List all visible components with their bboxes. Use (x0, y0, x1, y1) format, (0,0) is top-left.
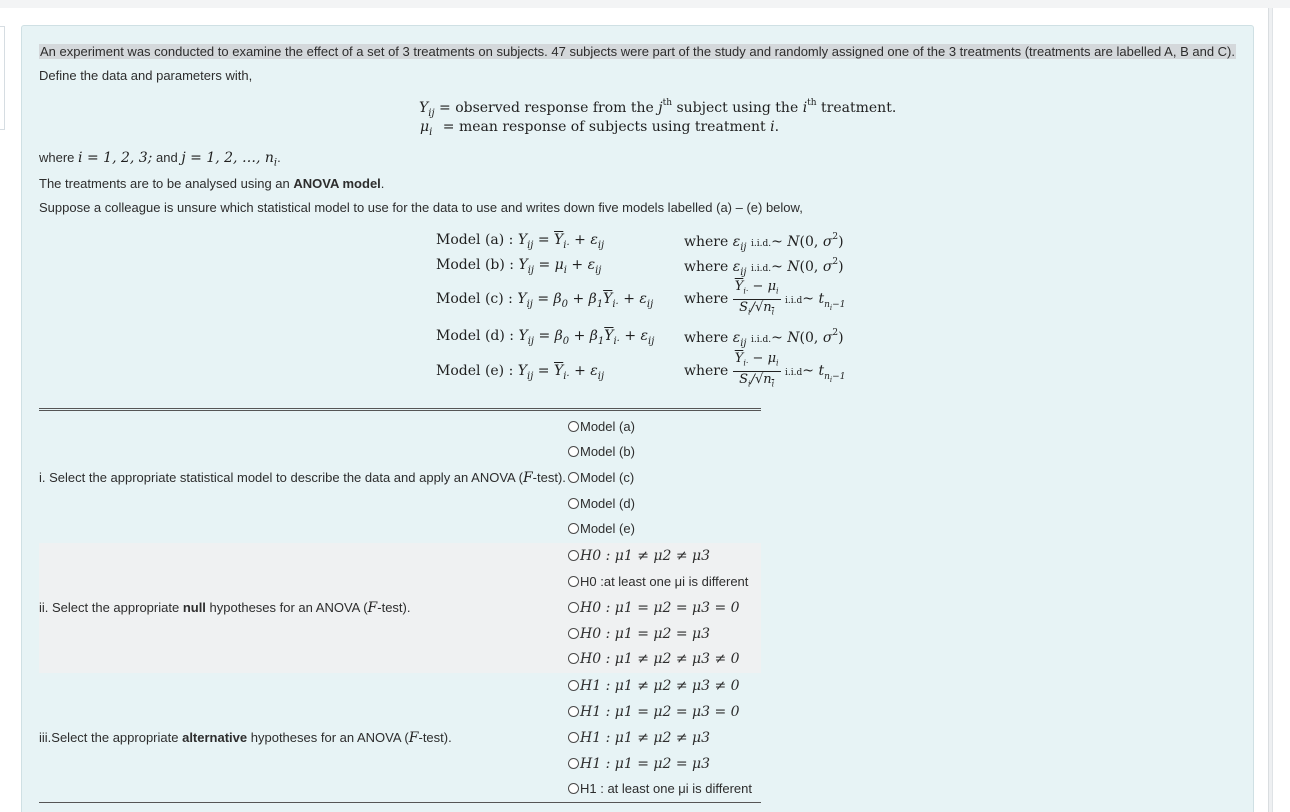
right-scroll-rail[interactable] (1268, 8, 1290, 812)
q3-option-4[interactable]: H1 : μ1 = μ2 = μ3 (568, 756, 710, 772)
treatment-instruction: The treatments are to be analysed using an ANOVA model. (39, 176, 385, 191)
q1-option-e[interactable]: Model (e) (568, 521, 635, 536)
radio-button[interactable] (568, 550, 579, 561)
model-b-equation: Model (b) : $Y_{ij} = \mu_i + \varepsilon_{ij}$ (436, 257, 602, 276)
q3-option-2[interactable]: H1 : μ1 = μ2 = μ3 = 0 (568, 704, 740, 720)
right-scroll-track[interactable] (1272, 8, 1290, 812)
define-text: Define the data and parameters with, (39, 68, 253, 83)
radio-button[interactable] (568, 680, 579, 691)
radio-button[interactable] (568, 653, 579, 664)
radio-button[interactable] (568, 783, 579, 794)
model-e-equation: Model (e) : $Y_{ij} = \overline{Y}_{i\cdot} + \varepsilon_{ij}$ (436, 363, 605, 382)
model-c-assumption: where $\frac{\overline{Y}_{i\cdot} - \mu_i}{S_i/√n_i}$ i.i.d~ $t_{n_i-1}$ (684, 279, 846, 317)
radio-button[interactable] (568, 523, 579, 534)
q3-label: iii.Select the appropriate alternative hypotheses for an ANOVA (F-test). (39, 730, 452, 746)
radio-button[interactable] (568, 602, 579, 613)
model-d-assumption: where $\varepsilon_{ij}$ i.i.d.~ N(0, $\sigma^2$) (684, 328, 844, 349)
q2-option-5[interactable]: H0 : μ1 ≠ μ2 ≠ μ3 ≠ 0 (568, 651, 740, 667)
q2-option-3[interactable]: H0 : μ1 = μ2 = μ3 = 0 (568, 600, 740, 616)
definition-row: $\mu_i$ = mean response of subjects using treatment i. (420, 119, 780, 138)
q2-label: ii. Select the appropriate null hypotheses for an ANOVA (F-test). (39, 600, 411, 616)
radio-button[interactable] (568, 758, 579, 769)
radio-button[interactable] (568, 472, 579, 483)
q1-option-c[interactable]: Model (c) (568, 470, 634, 485)
suppose-text: Suppose a colleague is unsure which statistical model to use for the data to use and writes down five models labelled (a) – (e) below, (39, 200, 803, 215)
index-ranges: where i = 1, 2, 3; and j = 1, 2, …, $n_i$. (39, 150, 281, 169)
section-divider-bottom (39, 802, 761, 803)
q1-option-a[interactable]: Model (a) (568, 419, 635, 434)
model-e-assumption: where $\frac{\overline{Y}_{i\cdot} - \mu_i}{S_i/√n_i}$ i.i.d~ $t_{n_i-1}$ (684, 351, 846, 389)
model-a-equation: Model (a) : $Y_{ij} = \overline{Y}_{i\cdot} + \varepsilon_{ij}$ (436, 232, 605, 251)
q2-option-4[interactable]: H0 : μ1 = μ2 = μ3 (568, 626, 710, 642)
model-d-equation: Model (d) : $Y_{ij} = \beta_0 + \beta_1\overline{Y}_{i\cdot} + \varepsilon_{ij}$ (436, 328, 655, 347)
q1-option-b[interactable]: Model (b) (568, 444, 635, 459)
radio-button[interactable] (568, 576, 579, 587)
radio-button[interactable] (568, 628, 579, 639)
definitions-block (419, 98, 896, 140)
question-card (21, 25, 1254, 812)
q1-label: i. Select the appropriate statistical model to describe the data and apply an ANOVA (F-test). (39, 470, 566, 486)
radio-button[interactable] (568, 706, 579, 717)
q3-option-3[interactable]: H1 : μ1 ≠ μ2 ≠ μ3 (568, 730, 710, 746)
left-panel-edge (0, 26, 5, 130)
radio-button[interactable] (568, 498, 579, 509)
section-divider (39, 408, 761, 411)
intro-text: An experiment was conducted to examine the effect of a set of 3 treatments on subjects. 47 subjects were part of the study and randomly assigned one of the 3 treatments (treatments are labelled A, B and C). (40, 44, 1235, 59)
radio-button[interactable] (568, 446, 579, 457)
q3-option-5[interactable]: H1 : at least one μi is different (568, 781, 752, 796)
q2-option-2[interactable]: H0 :at least one μi is different (568, 574, 748, 589)
radio-button[interactable] (568, 732, 579, 743)
model-c-equation: Model (c) : $Y_{ij} = \beta_0 + \beta_1\overline{Y}_{i\cdot} + \varepsilon_{ij}$ (436, 291, 654, 310)
model-b-assumption: where $\varepsilon_{ij}$ i.i.d.~ N(0, $\sigma^2$) (684, 257, 844, 278)
top-strip (0, 0, 1290, 8)
q2-option-1[interactable]: H0 : μ1 ≠ μ2 ≠ μ3 (568, 548, 710, 564)
q1-option-d[interactable]: Model (d) (568, 496, 635, 511)
definition-row: $Y_{ij}$ = observed response from the $j^{th}$ subject using the $i^{th}$ treatment. (419, 98, 897, 119)
q3-option-1[interactable]: H1 : μ1 ≠ μ2 ≠ μ3 ≠ 0 (568, 678, 740, 694)
model-a-assumption: where $\varepsilon_{ij}$ i.i.d.~ N(0, $\sigma^2$) (684, 232, 844, 253)
radio-button[interactable] (568, 421, 579, 432)
